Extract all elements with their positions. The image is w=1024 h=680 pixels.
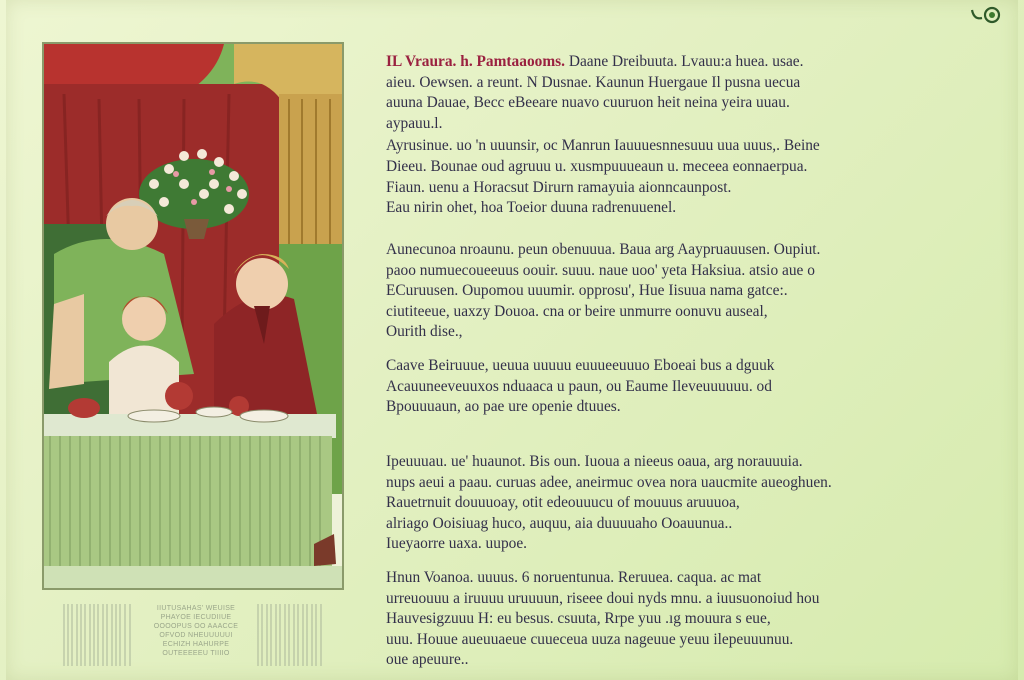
paragraph: [386, 240, 820, 343]
paragraph-line: aypauu.l.: [386, 114, 443, 132]
fine-print-line: OUTEEEEEU TIIIIO: [162, 650, 230, 657]
fine-print-line: OFVOD NHEUUUUUI: [159, 632, 233, 639]
paragraph: [386, 356, 775, 418]
paragraph-line: ECuruusen. Oupomou uuumir. opprosu', Hue Iisuua nama gatce:.: [386, 282, 788, 300]
paragraph-line: Iueyaorre uaxa. uupoe.: [386, 535, 528, 553]
fine-print-line: OOOOPUS OO AAACCE: [153, 623, 239, 630]
paragraph: [386, 52, 992, 134]
paragraph-line: alriago Ooisiuag huco, auquu, aia duuuuaho Ooauunua..: [386, 514, 733, 532]
paragraph-line: Caave Beiruuue, ueuua uuuuu euuueeuuuo Eboeai bus a dguuk: [386, 357, 775, 374]
paragraph-line: oue apeuure..: [386, 651, 469, 669]
paragraph-line: Hauvesigzuuu H: eu besus. csuuta, Rrpe yuu .ıg mouura s eue,: [386, 610, 771, 628]
paragraph-line: Acauuneeveuuxos nduaaca u paun, ou Eaume Ileveuuuuuu. od: [386, 377, 772, 395]
paragraph-line: Aunecunoa nroaunu. peun obenuuua. Baua arg Aaypruauusen. Oupiut.: [386, 241, 821, 258]
fine-print-line: PHAYOE IECUDIIUE: [160, 614, 232, 621]
paragraph-line: Rauetrnuit douuuoay, otit edeouuucu of mouuus aruuuoa,: [386, 494, 740, 512]
paragraph-line: urreuouuu a iruuuu uruuuun, riseee doui nyds mnu. a iuusuonoiud hou: [386, 589, 820, 607]
paragraph-line: Hnun Voanoa. uuuus. 6 noruentunua. Reruuea. caqua. ac mat: [386, 569, 762, 586]
paragraph-line: uuu. Houue aueuuaeue cuueceua uuza nageuue yeuu ilepeuuunuu.: [386, 630, 794, 648]
paragraph-line: Fiaun. uenu a Horacsut Dirurn ramayuia aionncaunpost.: [386, 178, 732, 196]
article-title: IL Vraura. h. Pamtaaooms.: [386, 53, 565, 70]
paragraph-line: Ipeuuuau. ue' huaunot. Bis oun. Iuoua a nieeus oaua, arg norauuuia.: [386, 453, 803, 470]
paragraph-line: ciutiteeue, uaxzy Douoa. cna or beire unmurre oonuvu auseal,: [386, 302, 768, 320]
paragraph-line: Bpouuuaun, ao pae ure openie dtuues.: [386, 398, 621, 416]
paragraph-line: Eau nirin ohet, hoa Toeior duuna radrenuuenel.: [386, 199, 677, 217]
paragraph-line: Ayrusinue. uo 'n uuunsir, oc Manrun Iauuuesnnesuuu uua uuus,. Beine: [386, 137, 820, 155]
corner-ornament-icon: [968, 4, 1002, 26]
paragraph-line: Dieeu. Bounae oud agruuu u. xusmpuuueaun u. meceea eonnaerpua.: [386, 157, 808, 175]
paragraph-line: nups aeui a paau. curuas adee, aneirmuc ovea nora uaucmite aueoghuen.: [386, 473, 832, 491]
article-body: [386, 52, 992, 669]
paragraph: [386, 568, 819, 671]
fine-print: [140, 604, 252, 658]
fine-print-line: ECHIZH HAHURPE: [162, 641, 230, 648]
fine-print-line: IIUTUSAHAS' WEUISE: [156, 605, 236, 612]
paragraph: [386, 136, 992, 218]
paragraph-line: auuna Dauae, Becc eBeeare nuavo cuuruon heit neina yeira uuau.: [386, 94, 790, 112]
paragraph-line: Ourith dise.,: [386, 323, 463, 341]
paragraph-line: paoo numuecoueeuus oouir. suuu. naue uoo' yeta Haksiua. atsio aue o: [386, 261, 815, 279]
vintage-illustration: [42, 42, 344, 590]
paragraph-line-text: Daane Dreibuuta. Lvauu:a huea. usae.: [565, 53, 804, 70]
paragraph-line: aieu. Oewsen. a reunt. N Dusnae. Kaunun Huergaue Il pusna uecua: [386, 73, 801, 91]
paragraph-line: [386, 52, 992, 73]
paragraph: [386, 452, 832, 555]
